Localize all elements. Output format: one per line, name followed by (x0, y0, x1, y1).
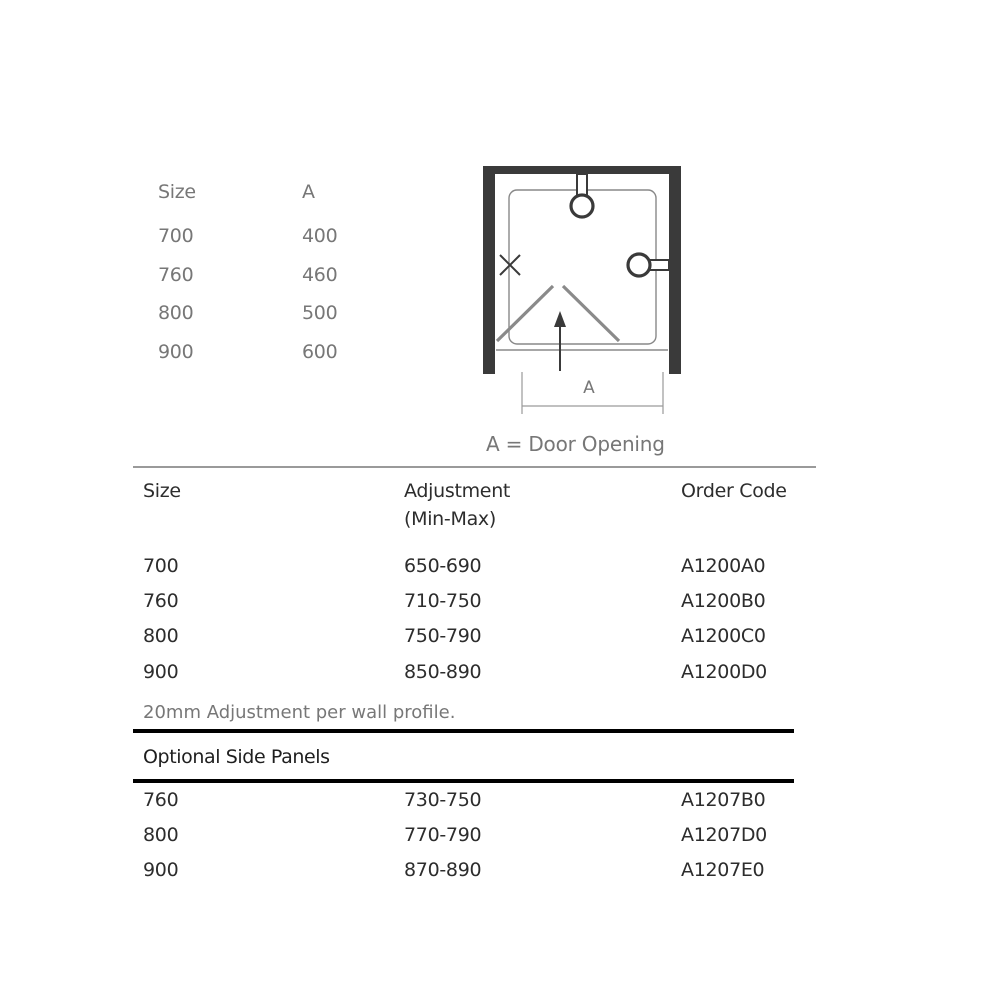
side-panel-row-adjustment: 870-890 (404, 859, 482, 881)
shower-head-icon (571, 174, 593, 217)
row-size: 760 (143, 590, 179, 612)
opening-row-size: 900 (158, 341, 194, 363)
header-adjustment: Adjustment (404, 480, 511, 502)
side-panel-row-order-code: A1207E0 (681, 859, 765, 881)
entry-arrow-icon (554, 311, 566, 371)
cross-icon (500, 255, 520, 275)
row-order-code: A1200C0 (681, 625, 766, 647)
dimension-a-label: A (583, 378, 595, 398)
opening-header-size: Size (158, 181, 196, 203)
opening-row-a: 460 (302, 264, 338, 286)
row-adjustment: 710-750 (404, 590, 482, 612)
row-size: 800 (143, 625, 179, 647)
row-order-code: A1200D0 (681, 661, 767, 683)
row-adjustment: 650-690 (404, 555, 482, 577)
opening-header-a: A (302, 181, 315, 203)
bifold-door-panels (497, 286, 619, 341)
row-adjustment: 850-890 (404, 661, 482, 683)
shower-valve-icon (628, 254, 669, 276)
diagram-caption: A = Door Opening (486, 432, 665, 456)
section-divider-bottom (133, 779, 794, 783)
row-size: 700 (143, 555, 179, 577)
table-top-divider (133, 466, 816, 468)
side-panel-row-adjustment: 770-790 (404, 824, 482, 846)
side-panel-row-order-code: A1207D0 (681, 824, 767, 846)
header-adjustment-range: (Min-Max) (404, 508, 496, 530)
opening-row-a: 600 (302, 341, 338, 363)
side-panel-row-size: 760 (143, 789, 179, 811)
adjustment-note: 20mm Adjustment per wall profile. (143, 702, 456, 723)
opening-row-size: 800 (158, 302, 194, 324)
side-panel-row-adjustment: 730-750 (404, 789, 482, 811)
row-order-code: A1200B0 (681, 590, 766, 612)
header-order-code: Order Code (681, 480, 787, 502)
opening-row-size: 760 (158, 264, 194, 286)
opening-row-size: 700 (158, 225, 194, 247)
shower-door-plan-diagram (470, 150, 700, 425)
row-size: 900 (143, 661, 179, 683)
side-panel-row-size: 900 (143, 859, 179, 881)
row-order-code: A1200A0 (681, 555, 766, 577)
section-divider-top (133, 729, 794, 733)
side-panels-title: Optional Side Panels (143, 746, 330, 768)
side-panel-row-order-code: A1207B0 (681, 789, 766, 811)
header-size: Size (143, 480, 181, 502)
side-panel-row-size: 800 (143, 824, 179, 846)
opening-row-a: 400 (302, 225, 338, 247)
row-adjustment: 750-790 (404, 625, 482, 647)
opening-row-a: 500 (302, 302, 338, 324)
